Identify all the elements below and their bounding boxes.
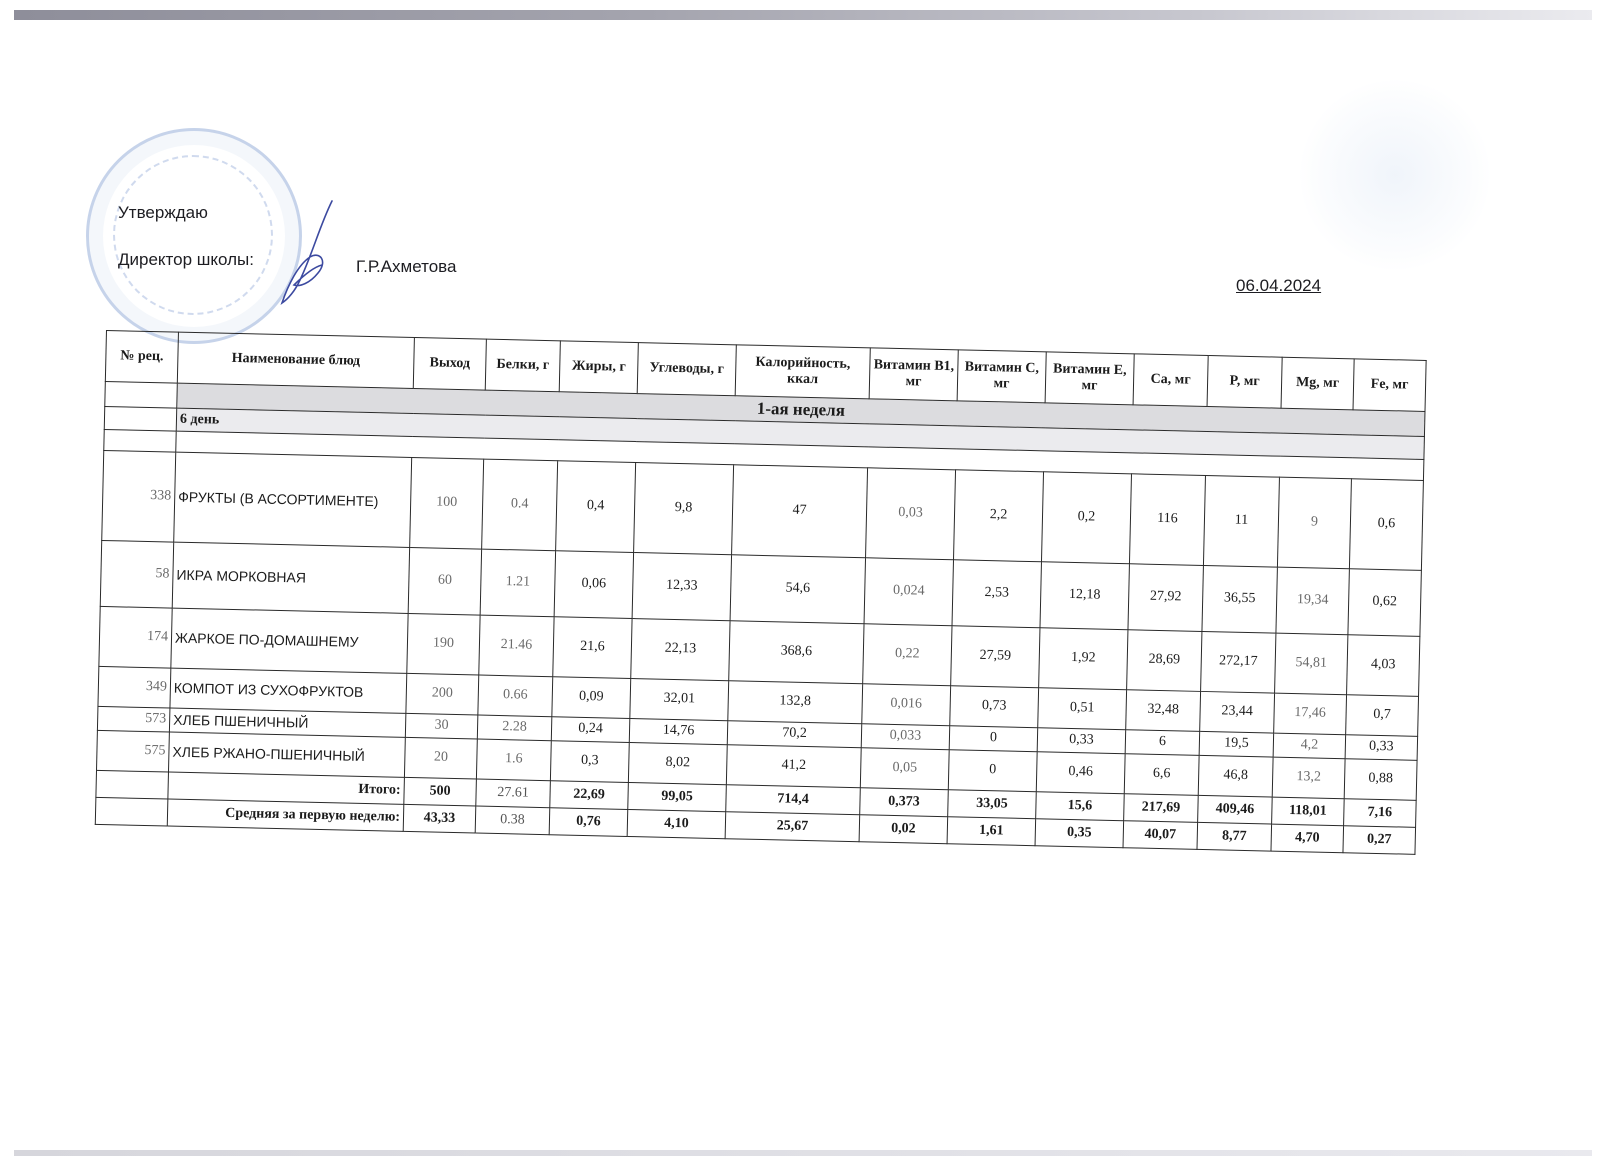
week-label: 1-ая неделя (177, 383, 1425, 436)
director-label: Директор школы: (118, 250, 254, 269)
cell-value: 32,48 (1126, 690, 1201, 732)
total-value: 27.61 (476, 779, 551, 808)
cell-value: 4,03 (1347, 635, 1420, 697)
col-header: Наименование блюд (177, 332, 414, 388)
total-value: 118,01 (1272, 797, 1345, 826)
col-header: Mg, мг (1281, 357, 1354, 410)
dish-name: КОМПОТ ИЗ СУХОФРУКТОВ (170, 668, 407, 713)
cell-value: 0,7 (1346, 695, 1419, 737)
cell-value: 1.6 (476, 739, 551, 781)
recipe-code: 174 (99, 606, 172, 668)
cell-value: 272,17 (1201, 631, 1276, 693)
recipe-code: 575 (97, 730, 170, 772)
spacer-cell (104, 429, 176, 452)
cell-value: 32,01 (630, 678, 729, 720)
average-value: 8,77 (1197, 822, 1272, 851)
cell-value: 0.66 (478, 675, 553, 717)
cell-value: 17,46 (1274, 693, 1347, 735)
cell-value: 1.21 (480, 549, 555, 617)
col-header: Выход (413, 337, 486, 390)
cell-value: 0,03 (866, 468, 956, 560)
total-value: 7,16 (1344, 799, 1417, 828)
cell-value: 19,5 (1199, 731, 1274, 757)
cell-value: 60 (408, 547, 481, 615)
cell-value: 12,18 (1040, 562, 1129, 630)
recipe-code: 349 (98, 666, 171, 708)
cell-value: 4,2 (1273, 733, 1346, 759)
average-value: 0,02 (859, 815, 948, 844)
cell-value: 368,6 (729, 621, 864, 684)
cell-value: 20 (404, 737, 477, 779)
total-empty-cell (96, 770, 169, 799)
stamp-inner-ring (113, 155, 273, 315)
col-header: Белки, г (485, 339, 560, 392)
cell-value: 0,06 (554, 551, 633, 619)
cell-value: 41,2 (726, 745, 861, 788)
total-value: 0,373 (860, 788, 949, 817)
total-value: 22,69 (550, 781, 629, 810)
cell-value: 9 (1277, 477, 1351, 569)
scan-edge-top (14, 10, 1592, 20)
scan-edge-bottom (14, 1150, 1592, 1156)
cell-value: 6,6 (1124, 754, 1199, 796)
cell-value: 132,8 (728, 681, 863, 724)
cell-value: 0,51 (1038, 688, 1127, 730)
cell-value: 0,24 (551, 717, 630, 743)
cell-value: 14,76 (629, 718, 728, 744)
approve-title: Утверждаю (118, 203, 208, 222)
col-header: Жиры, г (559, 341, 638, 394)
total-label: Итого: (168, 772, 405, 804)
cell-value: 0,6 (1349, 479, 1423, 571)
cell-value: 0,4 (556, 461, 636, 553)
cell-value: 54,6 (730, 555, 865, 624)
total-value: 99,05 (628, 782, 727, 811)
cell-value: 0 (948, 750, 1037, 792)
dish-name: ЖАРКОЕ ПО-ДОМАШНЕМУ (171, 608, 408, 673)
cell-value: 21,6 (553, 617, 632, 679)
col-header: Калорийность, ккал (735, 345, 870, 399)
cell-value: 0,033 (861, 724, 950, 750)
cell-value: 8,02 (628, 742, 727, 784)
cell-value: 0,33 (1345, 735, 1418, 761)
cell-value: 1,92 (1039, 628, 1128, 690)
cell-value: 0,73 (950, 686, 1039, 728)
average-value: 25,67 (725, 812, 860, 842)
cell-value: 0,88 (1344, 759, 1417, 801)
total-value: 33,05 (948, 790, 1037, 819)
recipe-code: 58 (100, 540, 173, 608)
total-value: 409,46 (1198, 795, 1273, 824)
cell-value: 0,024 (864, 558, 953, 626)
cell-value: 13,2 (1272, 757, 1345, 799)
cell-value: 54,81 (1275, 633, 1348, 695)
cell-value: 116 (1129, 474, 1205, 566)
col-header: P, мг (1207, 356, 1282, 409)
cell-value: 46,8 (1198, 755, 1273, 797)
cell-value: 27,92 (1128, 564, 1203, 632)
cell-value: 9,8 (634, 463, 734, 555)
menu-table-wrapper (95, 330, 1427, 855)
average-value: 0,27 (1343, 826, 1416, 855)
cell-value: 0.4 (482, 459, 558, 551)
cell-value: 0,016 (862, 684, 951, 726)
cell-value: 0,62 (1348, 569, 1421, 637)
cell-value: 190 (407, 613, 480, 675)
cell-value: 21.46 (479, 615, 554, 677)
cell-value: 47 (732, 465, 868, 558)
cell-value: 0,33 (1037, 728, 1126, 754)
average-empty-cell (95, 797, 168, 826)
col-header: Витамин B1, мг (869, 348, 958, 401)
cell-value: 30 (405, 713, 478, 739)
cell-value: 27,59 (951, 626, 1040, 688)
total-value: 714,4 (726, 785, 861, 815)
cell-value: 2,2 (954, 470, 1044, 562)
stamp-ghost (1300, 80, 1490, 270)
col-header: Витамин E, мг (1045, 352, 1134, 405)
cell-value: 100 (410, 457, 484, 549)
col-header: Витамин C, мг (957, 350, 1046, 403)
total-value: 500 (404, 777, 477, 806)
approval-date: 06.04.2024 (1236, 276, 1322, 295)
col-header: Углеводы, г (637, 343, 736, 396)
cell-value: 2,53 (952, 560, 1041, 628)
average-value: 4,70 (1271, 824, 1344, 853)
cell-value: 0 (949, 726, 1038, 752)
cell-value: 12,33 (632, 553, 731, 621)
average-value: 1,61 (947, 817, 1036, 846)
cell-value: 6 (1125, 730, 1200, 756)
col-header: Fe, мг (1353, 359, 1426, 412)
cell-value: 22,13 (631, 619, 730, 681)
dish-name: ХЛЕБ РЖАНО-ПШЕНИЧНЫЙ (168, 732, 405, 777)
cell-value: 0,09 (552, 677, 631, 719)
dish-name: ХЛЕБ ПШЕНИЧНЫЙ (169, 708, 405, 737)
dish-name: ИКРА МОРКОВНАЯ (172, 542, 409, 613)
average-value: 40,07 (1123, 821, 1198, 850)
average-value: 4,10 (627, 809, 726, 838)
cell-value: 0,22 (863, 624, 952, 686)
cell-value: 19,34 (1276, 567, 1349, 635)
cell-value: 0,3 (550, 741, 629, 783)
director-name: Г.Р.Ахметова (356, 257, 457, 276)
col-header: Ca, мг (1133, 354, 1208, 407)
average-value: 0,35 (1035, 819, 1124, 848)
director-signature (270, 195, 350, 310)
average-value: 43,33 (403, 804, 476, 833)
average-label: Средняя за первую неделю: (167, 799, 404, 831)
menu-table (95, 330, 1427, 855)
week-empty-cell (105, 381, 178, 408)
recipe-code: 573 (97, 706, 170, 732)
col-header: № рец. (105, 331, 178, 384)
cell-value: 11 (1203, 475, 1279, 567)
cell-value: 23,44 (1200, 691, 1275, 733)
day-empty-cell (104, 406, 177, 431)
total-value: 217,69 (1124, 794, 1199, 823)
day-label: 6 день (176, 408, 1424, 459)
cell-value: 28,69 (1127, 630, 1202, 692)
cell-value: 0,2 (1041, 472, 1131, 564)
cell-value: 0,05 (860, 748, 949, 790)
cell-value: 36,55 (1202, 565, 1277, 633)
cell-value: 70,2 (727, 721, 862, 748)
average-value: 0.38 (475, 806, 550, 835)
recipe-code: 338 (102, 450, 176, 542)
cell-value: 200 (406, 673, 479, 715)
cell-value: 0,46 (1036, 752, 1125, 794)
cell-value: 2.28 (477, 715, 552, 741)
average-value: 0,76 (549, 808, 628, 837)
total-value: 15,6 (1036, 792, 1125, 821)
dish-name: ФРУКТЫ (В АССОРТИМЕНТЕ) (174, 452, 412, 547)
